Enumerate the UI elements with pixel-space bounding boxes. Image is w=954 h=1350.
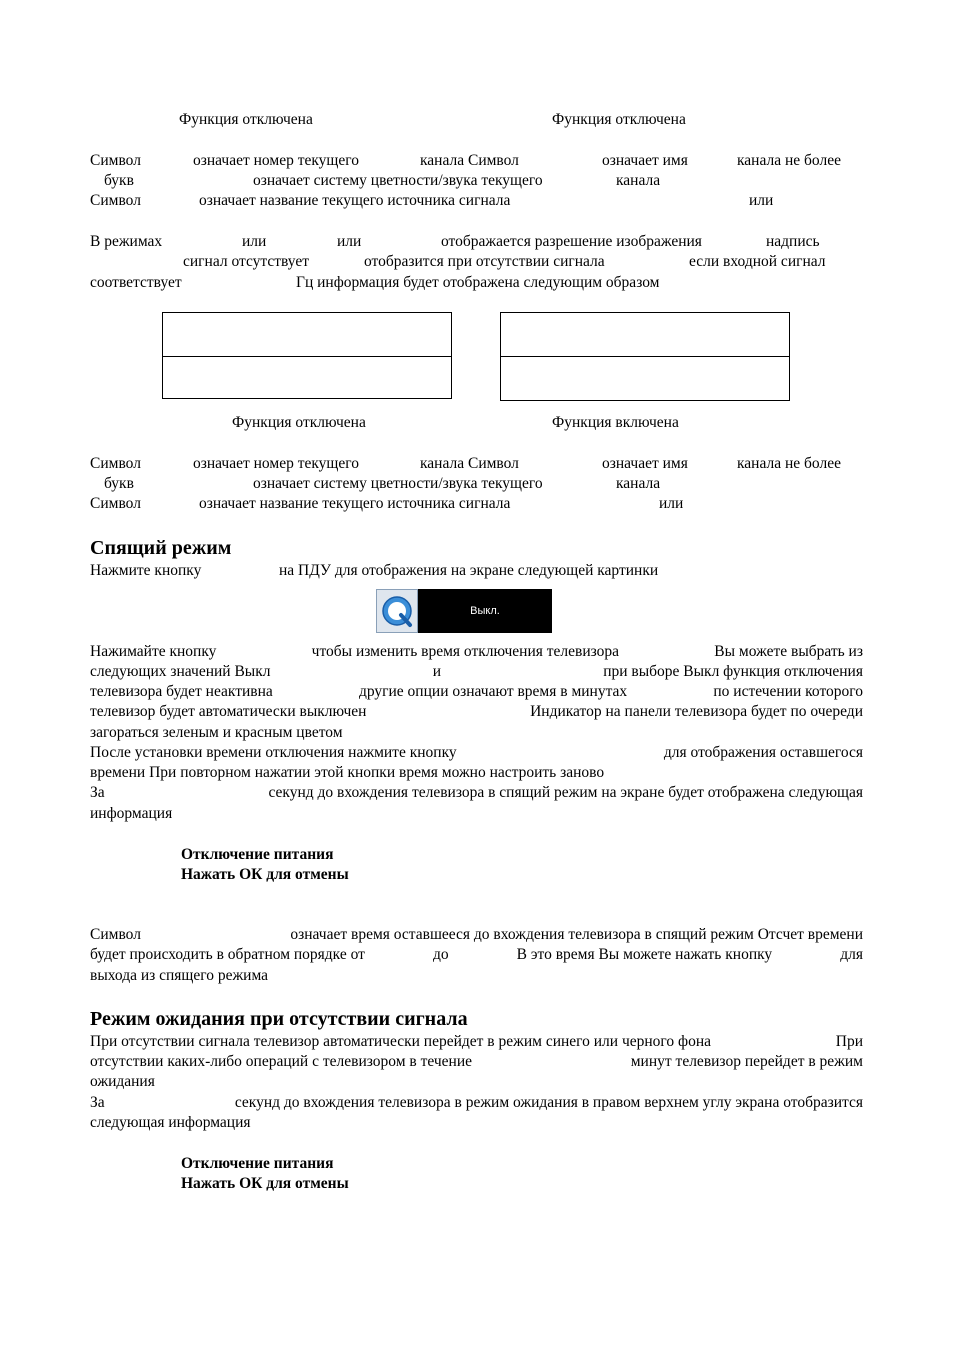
p2-l1-b: или [242, 233, 267, 250]
p3-l1-a: Символ [90, 455, 141, 472]
sleep-p1-line2 [90, 662, 863, 682]
text-segment: чтобы изменить время отключения телевизора [311, 643, 620, 660]
text-segment: и [432, 663, 441, 680]
p1-l2-c: канала [616, 172, 661, 189]
p1-l1-a: Символ [90, 152, 141, 169]
p1-l2-a: букв [104, 172, 134, 189]
text-segment: до [432, 946, 449, 963]
sleep-notice-line1: Отключение питания [181, 846, 334, 863]
sleep-p1-line1 [90, 642, 863, 662]
standby-p2-line2: следующая информация [90, 1114, 251, 1131]
info-box-left [162, 312, 452, 399]
text-segment: означает время оставшееся до вхождения телевизора в спящий режим Отсчет времени [290, 926, 863, 943]
caption-function-off: Функция отключена [232, 414, 366, 431]
text-segment: В это время Вы можете нажать кнопку [516, 946, 773, 963]
sleep-p2-line1 [90, 743, 863, 763]
sleep-osd-image [376, 589, 552, 633]
text-segment: секунд до вхождения телевизора в режим ожидания в правом верхнем углу экрана отобразится [234, 1094, 863, 1111]
text-segment: телевизора будет неактивна [90, 683, 273, 700]
text-segment: для [840, 946, 863, 963]
p2-l3-b: Гц информация будет отображена следующим образом [296, 274, 660, 291]
sleep-intro-a: Нажмите кнопку [90, 562, 202, 579]
info-box-divider [163, 356, 451, 357]
text-segment: другие опции означают время в минутах [358, 683, 628, 700]
text-segment: За [90, 784, 105, 801]
p3-l3-a: Символ [90, 495, 141, 512]
p1-l2-b: означает систему цветности/звука текущего [253, 172, 543, 189]
caption-function-on: Функция включена [552, 414, 679, 431]
p1-l3-a: Символ [90, 192, 141, 209]
info-box-right [500, 312, 790, 401]
p2-l3-a: соответствует [90, 274, 182, 291]
text-segment: Индикатор на панели телевизора будет по очереди [530, 703, 863, 720]
text-segment: будет происходить в обратном порядке от [90, 946, 365, 963]
text-segment: по истечении которого [713, 683, 863, 700]
text-segment: За [90, 1094, 105, 1111]
standby-p1-line1 [90, 1032, 863, 1052]
caption-function-off-right: Функция отключена [552, 111, 686, 128]
sleep-p4-line3: выхода из спящего режима [90, 967, 269, 984]
sleep-intro-b: на ПДУ для отображения на экране следующей картинки [279, 562, 659, 579]
p2-l1-d: отображается разрешение изображения [441, 233, 702, 250]
p1-l1-c: канала Символ [420, 152, 519, 169]
p3-l2-a: букв [104, 475, 134, 492]
caption-function-off-left: Функция отключена [179, 111, 313, 128]
p3-l3-c: или [659, 495, 684, 512]
text-segment: телевизор будет автоматически выключен [90, 703, 367, 720]
p2-l1-c: или [337, 233, 362, 250]
text-segment: Символ [90, 926, 141, 943]
p2-l2-b: отобразится при отсутствии сигнала [364, 253, 605, 270]
p2-l2-a: сигнал отсутствует [183, 253, 309, 270]
p1-l1-d: означает имя [602, 152, 688, 169]
text-segment: При [835, 1033, 863, 1050]
p2-l2-c: если входной сигнал [689, 253, 826, 270]
standby-p1-line3: ожидания [90, 1073, 155, 1090]
info-box-divider [501, 356, 789, 357]
text-segment: Вы можете выбрать из [714, 643, 863, 660]
sleep-p4-line2 [90, 945, 863, 965]
p3-l1-c: канала Символ [420, 455, 519, 472]
p2-l1-a: В режимах [90, 233, 163, 250]
p3-l1-b: означает номер текущего [193, 455, 359, 472]
text-segment: при выборе Выкл функция отключения [603, 663, 863, 680]
clock-icon [376, 589, 418, 633]
sleep-p4-line1 [90, 925, 863, 945]
standby-p2-line1 [90, 1093, 863, 1113]
text-segment: Нажимайте кнопку [90, 643, 217, 660]
p3-l3-b: означает название текущего источника сигнала [199, 495, 511, 512]
sleep-p1-line3 [90, 682, 863, 702]
standby-notice-line1: Отключение питания [181, 1155, 334, 1172]
p1-l1-b: означает номер текущего [193, 152, 359, 169]
text-segment: минут телевизор перейдет в режим [630, 1053, 863, 1070]
p1-l3-c: или [749, 192, 774, 209]
standby-p1-line2 [90, 1052, 863, 1072]
p3-l1-e: канала не более [737, 455, 841, 472]
p3-l2-c: канала [616, 475, 661, 492]
sleep-p2-line2: времени При повторном нажатии этой кнопки время можно настроить заново [90, 764, 605, 781]
text-segment: После установки времени отключения нажмите кнопку [90, 744, 457, 761]
p2-l1-e: надпись [766, 233, 820, 250]
sleep-osd-label: Выкл. [470, 605, 500, 617]
text-segment: отсутствии каких-либо операций с телевизором в течение [90, 1053, 473, 1070]
text-segment: При отсутствии сигнала телевизор автоматически перейдет в режим синего или черного фона [90, 1033, 711, 1050]
sleep-p3-line1 [90, 783, 863, 803]
text-segment: следующих значений Выкл [90, 663, 271, 680]
p1-l3-b: означает название текущего источника сигнала [199, 192, 511, 209]
sleep-p1-line5: загораться зеленым и красным цветом [90, 724, 343, 741]
sleep-p1-line4 [90, 702, 863, 722]
p1-l1-e: канала не более [737, 152, 841, 169]
text-segment: секунд до вхождения телевизора в спящий режим на экране будет отображена следующая [268, 784, 863, 801]
sleep-notice-line2: Нажать ОК для отмены [181, 866, 349, 883]
standby-heading: Режим ожидания при отсутствии сигнала [90, 1008, 468, 1030]
p3-l2-b: означает систему цветности/звука текущего [253, 475, 543, 492]
standby-notice-line2: Нажать ОК для отмены [181, 1175, 349, 1192]
sleep-heading: Спящий режим [90, 537, 232, 559]
sleep-p3-line2: информация [90, 805, 173, 822]
p3-l1-d: означает имя [602, 455, 688, 472]
text-segment: для отображения оставшегося [663, 744, 863, 761]
